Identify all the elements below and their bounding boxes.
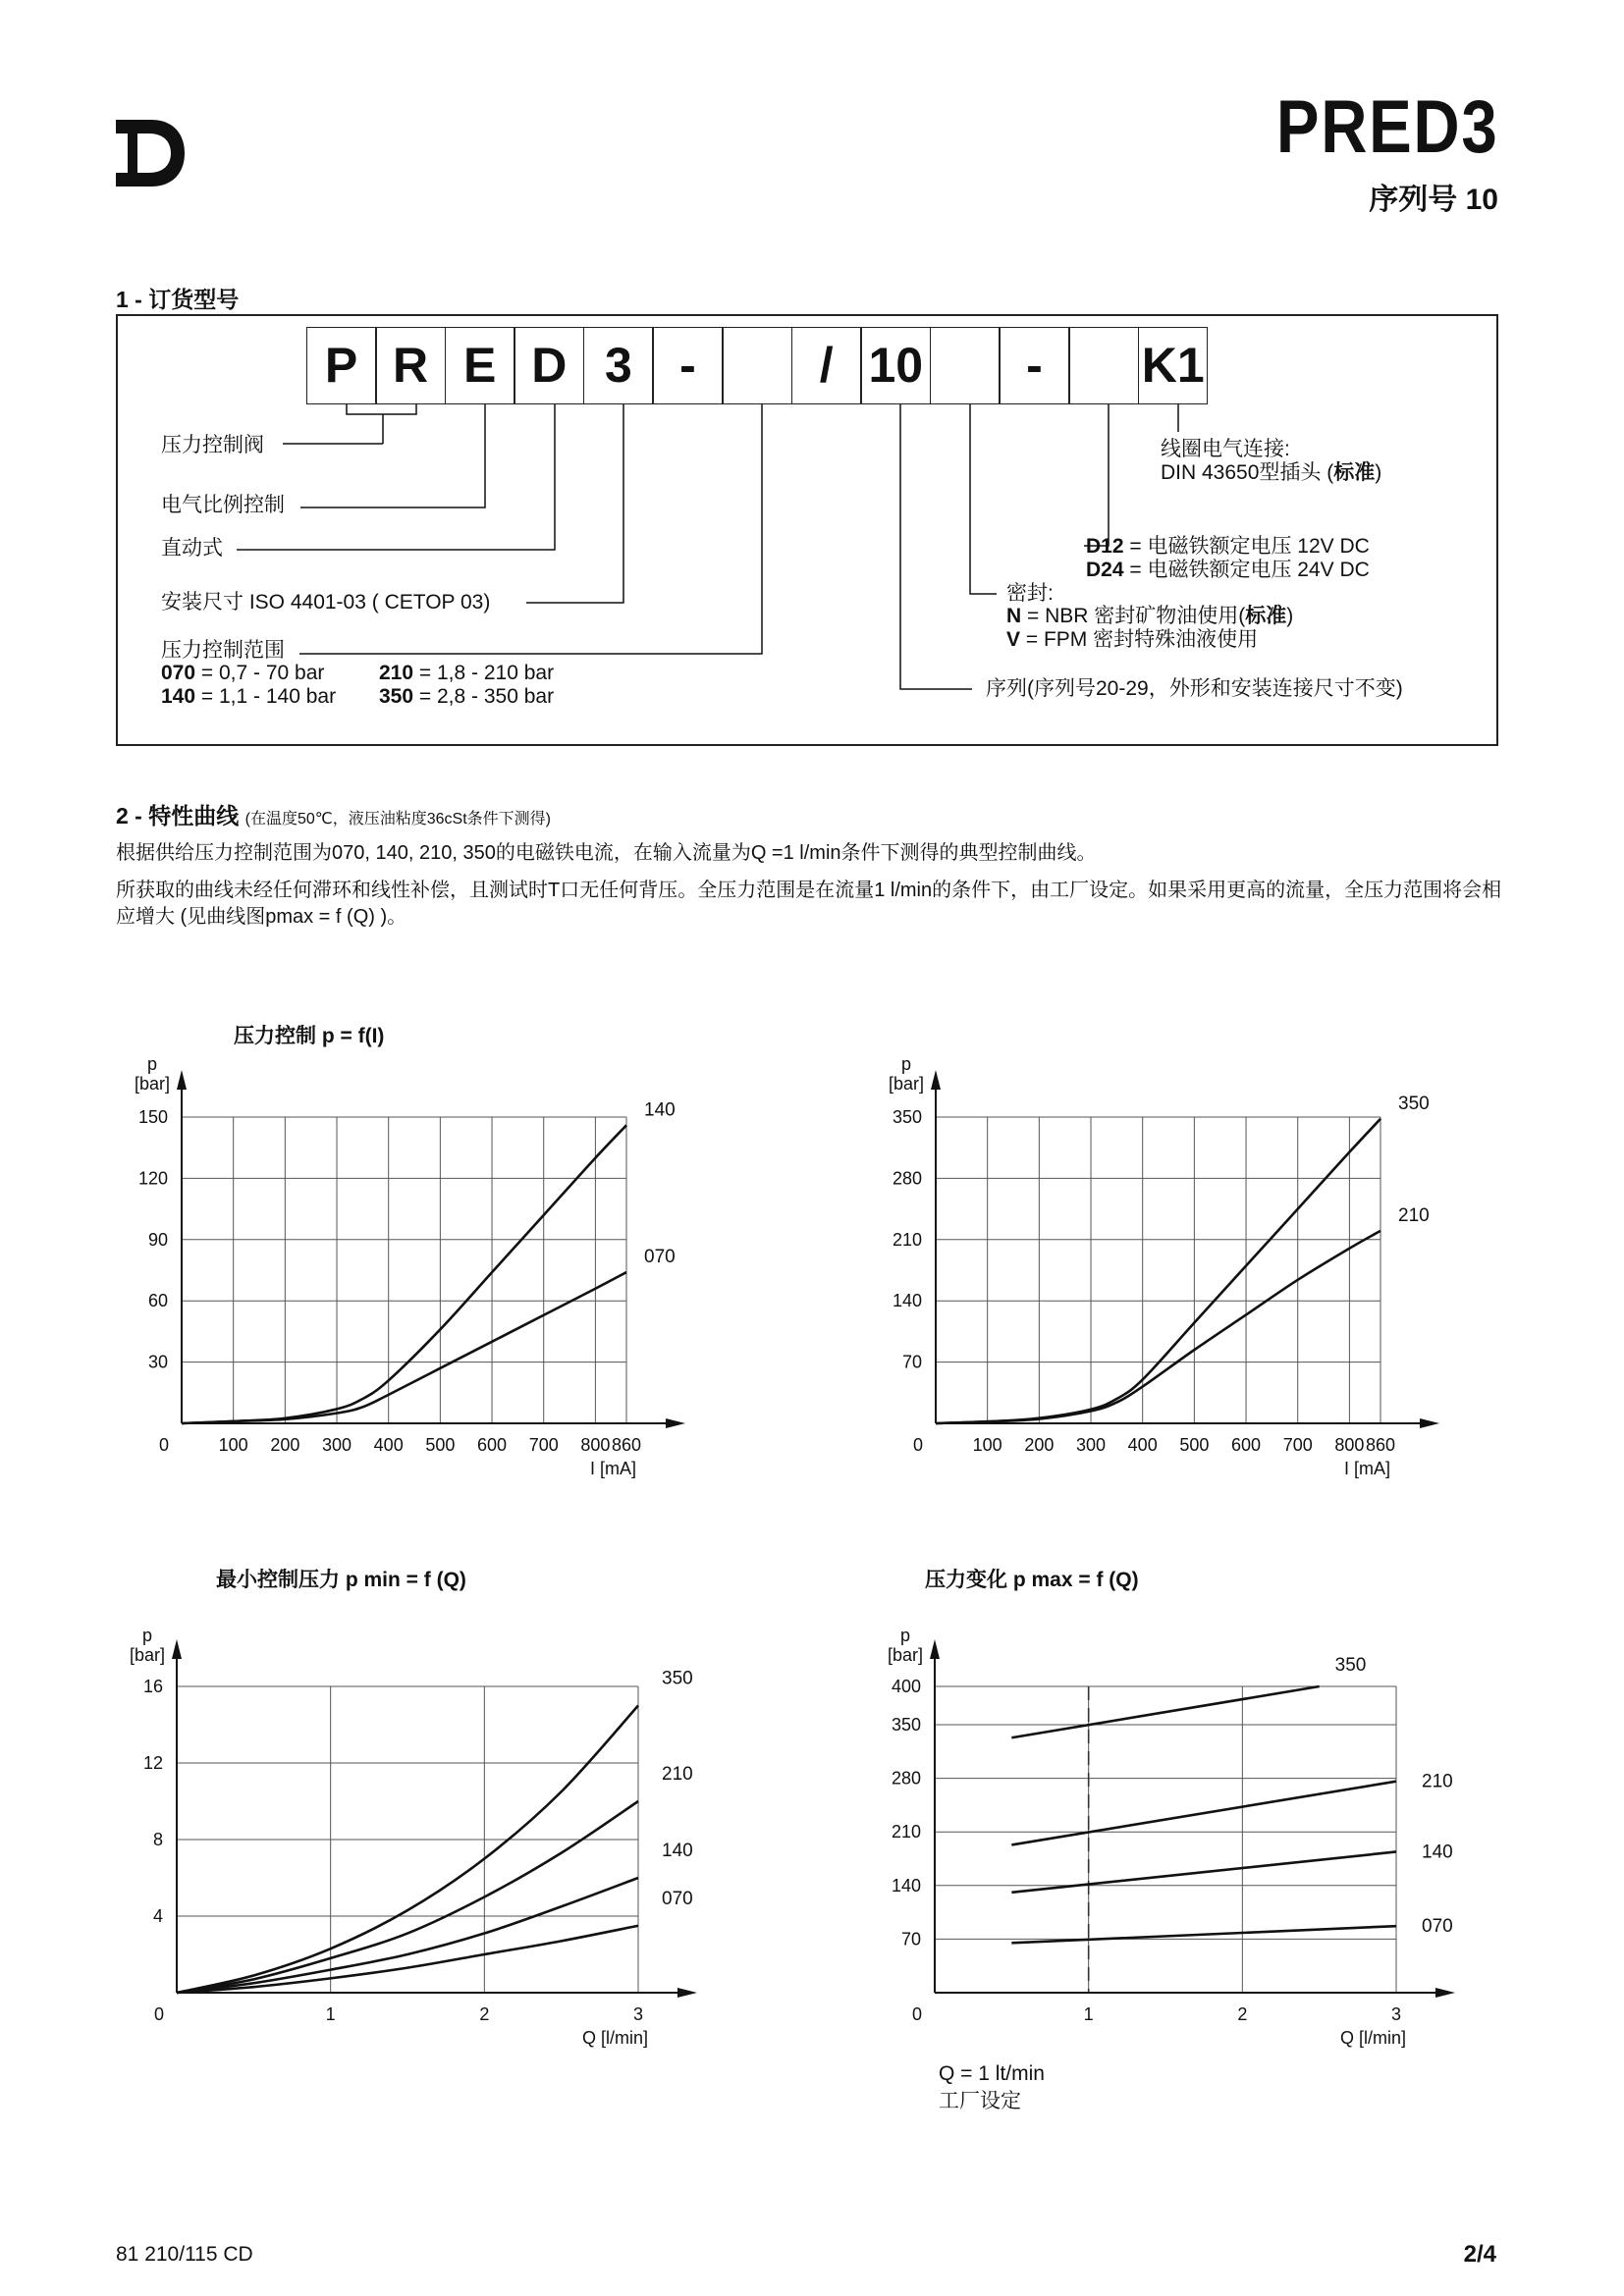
x-tick-label: 500 bbox=[425, 1435, 456, 1455]
series-label-350: 350 bbox=[662, 1668, 693, 1689]
x-tick-label: 400 bbox=[373, 1435, 404, 1455]
y-axis-unit: [bar] bbox=[129, 1645, 166, 1665]
x-axis-arrow bbox=[666, 1418, 685, 1428]
x-tick-label: 800 bbox=[1334, 1435, 1365, 1455]
range-140: 140 = 1,1 - 140 bar bbox=[161, 685, 337, 708]
y-tick-label: 12 bbox=[142, 1753, 163, 1773]
code-cell: 10 bbox=[861, 327, 931, 404]
x-tick-label: 860 bbox=[611, 1435, 642, 1455]
seal-n: N = NBR 密封矿物油使用(标准) bbox=[1006, 605, 1294, 627]
y-tick-label: 120 bbox=[137, 1168, 168, 1189]
series-line-140 bbox=[177, 1878, 638, 1993]
y-tick-label: 8 bbox=[152, 1830, 163, 1849]
chart-4 bbox=[888, 1626, 1455, 2048]
document-number: 81 210/115 CD bbox=[116, 2243, 253, 2266]
label-direct-acting: 直动式 bbox=[161, 537, 223, 560]
code-cell: K1 bbox=[1138, 327, 1208, 404]
y-tick-label: 70 bbox=[901, 1352, 922, 1372]
code-cell: 3 bbox=[583, 327, 653, 404]
code-cell: E bbox=[445, 327, 514, 404]
label-electric-proportional: 电气比例控制 bbox=[161, 494, 285, 516]
x-tick-label: 0 bbox=[912, 1435, 924, 1455]
y-tick-label: 30 bbox=[147, 1352, 168, 1372]
x-axis-label: I [mA] bbox=[1343, 1459, 1390, 1478]
y-axis-unit: [bar] bbox=[887, 1645, 924, 1665]
label-mounting: 安装尺寸 ISO 4401-03 ( CETOP 03) bbox=[161, 591, 491, 614]
code-cell: D bbox=[514, 327, 584, 404]
x-tick-label: 400 bbox=[1127, 1435, 1158, 1455]
chart4-title: 压力变化 p max = f (Q) bbox=[925, 1569, 1139, 1591]
x-tick-label: 700 bbox=[1282, 1435, 1313, 1455]
code-cell: - bbox=[653, 327, 723, 404]
x-tick-label: 700 bbox=[528, 1435, 559, 1455]
y-tick-label: 280 bbox=[892, 1168, 922, 1189]
y-axis-arrow bbox=[930, 1639, 940, 1659]
y-tick-label: 350 bbox=[892, 1107, 922, 1127]
chart-1 bbox=[135, 1054, 685, 1478]
y-axis-unit: [bar] bbox=[888, 1074, 925, 1094]
code-cell: - bbox=[1000, 327, 1069, 404]
x-tick-label: 0 bbox=[158, 1435, 170, 1455]
x-tick-label: 300 bbox=[321, 1435, 352, 1455]
paragraph-2: 所获取的曲线未经任何滞环和线性补偿，且测试时T口无任何背压。全压力范围是在流量1 l/min的条件下，由工厂设定。如果采用更高的流量，全压力范围将会相应增大 (见曲线图pmax = f (Q) )。 bbox=[116, 880, 1502, 928]
x-tick-label: 200 bbox=[270, 1435, 300, 1455]
x-tick-label: 0 bbox=[911, 2004, 923, 2024]
section2-title-note: (在温度50℃，液压油粘度36cSt条件下测得) bbox=[244, 811, 551, 828]
series-label-210: 210 bbox=[662, 1764, 693, 1785]
product-code: PRED3 bbox=[1275, 85, 1498, 169]
x-tick-label: 500 bbox=[1179, 1435, 1210, 1455]
x-tick-label: 860 bbox=[1365, 1435, 1396, 1455]
x-tick-label: 3 bbox=[1390, 2004, 1402, 2024]
x-tick-label: 800 bbox=[580, 1435, 611, 1455]
y-tick-label: 140 bbox=[892, 1291, 922, 1311]
y-tick-label: 90 bbox=[147, 1229, 168, 1250]
series-label-210: 210 bbox=[1422, 1771, 1453, 1792]
label-coil-connection: 线圈电气连接: bbox=[1161, 438, 1290, 460]
code-cell: / bbox=[791, 327, 861, 404]
y-axis-arrow bbox=[172, 1639, 182, 1659]
y-axis-arrow bbox=[931, 1070, 941, 1090]
y-axis-unit: [bar] bbox=[134, 1074, 171, 1094]
series-line-210 bbox=[1011, 1782, 1396, 1845]
paragraph-1: 根据供给压力控制范围为070, 140, 210, 350的电磁铁电流，在输入流量为Q =1 l/min条件下测得的典型控制曲线。 bbox=[116, 842, 1097, 864]
x-tick-label: 1 bbox=[325, 2004, 336, 2024]
x-tick-label: 600 bbox=[1231, 1435, 1262, 1455]
code-cell: P bbox=[306, 327, 376, 404]
y-tick-label: 210 bbox=[891, 1822, 921, 1842]
series-line-070 bbox=[182, 1272, 626, 1423]
x-axis-arrow bbox=[677, 1988, 697, 1998]
x-tick-label: 300 bbox=[1075, 1435, 1107, 1455]
series-label-350: 350 bbox=[1334, 1655, 1367, 1676]
series-line-210 bbox=[177, 1801, 638, 1993]
series-label-140: 140 bbox=[662, 1841, 693, 1861]
range-210: 210 = 1,8 - 210 bar bbox=[379, 662, 555, 684]
series-label-070: 070 bbox=[1422, 1916, 1453, 1938]
y-tick-label: 70 bbox=[900, 1929, 921, 1949]
x-axis-arrow bbox=[1435, 1988, 1455, 1998]
label-series-note: 序列(序列号20-29，外形和安装连接尺寸不变) bbox=[986, 677, 1403, 700]
x-tick-label: 100 bbox=[972, 1435, 1002, 1455]
x-tick-label: 100 bbox=[218, 1435, 248, 1455]
range-350: 350 = 2,8 - 350 bar bbox=[379, 685, 555, 708]
label-seal-title: 密封: bbox=[1006, 582, 1054, 605]
chart4-note-factory: 工厂设定 bbox=[939, 2090, 1021, 2112]
y-tick-label: 4 bbox=[152, 1906, 163, 1926]
y-tick-label: 140 bbox=[891, 1875, 921, 1896]
y-tick-label: 350 bbox=[891, 1715, 921, 1735]
series-label-140: 140 bbox=[1422, 1842, 1453, 1863]
label-range-title: 压力控制范围 bbox=[161, 639, 285, 662]
label-pressure-valve: 压力控制阀 bbox=[161, 434, 264, 456]
code-cell: R bbox=[376, 327, 446, 404]
y-tick-label: 280 bbox=[891, 1768, 921, 1789]
x-axis-label: Q [l/min] bbox=[1339, 2028, 1406, 2048]
series-line-140 bbox=[1011, 1851, 1396, 1892]
chart-3 bbox=[130, 1626, 697, 2048]
range-070: 070 = 0,7 - 70 bar bbox=[161, 662, 325, 684]
seal-v: V = FPM 密封特殊油液使用 bbox=[1006, 628, 1259, 651]
series-label-140: 140 bbox=[644, 1099, 676, 1121]
y-tick-label: 150 bbox=[137, 1107, 168, 1127]
series-label-070: 070 bbox=[662, 1888, 693, 1909]
series-line-070 bbox=[177, 1926, 638, 1993]
series-line-350 bbox=[1011, 1686, 1319, 1737]
series-line-210 bbox=[936, 1231, 1380, 1423]
series-line-140 bbox=[182, 1125, 626, 1423]
x-axis-label: Q [l/min] bbox=[581, 2028, 648, 2048]
chart4-note-flow: Q = 1 lt/min bbox=[939, 2062, 1045, 2085]
x-tick-label: 3 bbox=[632, 2004, 644, 2024]
voltage-d24: D24 = 电磁铁额定电压 24V DC bbox=[1086, 559, 1370, 581]
x-axis-label: I [mA] bbox=[589, 1459, 636, 1478]
y-axis-label: p bbox=[899, 1626, 911, 1645]
y-tick-label: 16 bbox=[142, 1677, 163, 1696]
section1-title: 1 - 订货型号 bbox=[116, 287, 240, 312]
voltage-d12: D12 = 电磁铁额定电压 12V DC bbox=[1086, 535, 1370, 558]
chart-2 bbox=[889, 1054, 1439, 1478]
y-axis-label: p bbox=[146, 1054, 158, 1074]
y-tick-label: 400 bbox=[891, 1677, 921, 1696]
page-number: 2/4 bbox=[1463, 2241, 1496, 2268]
y-axis-label: p bbox=[900, 1054, 912, 1074]
series-label-210: 210 bbox=[1398, 1204, 1430, 1226]
y-tick-label: 210 bbox=[892, 1229, 922, 1250]
series-line-070 bbox=[1011, 1926, 1396, 1943]
y-tick-label: 60 bbox=[147, 1291, 168, 1311]
x-tick-label: 2 bbox=[479, 2004, 490, 2024]
y-axis-label: p bbox=[141, 1626, 153, 1645]
x-tick-label: 200 bbox=[1024, 1435, 1055, 1455]
section2-title: 2 - 特性曲线 (在温度50℃，液压油粘度36cSt条件下测得) bbox=[116, 803, 551, 828]
label-coil-din: DIN 43650型插头 (标准) bbox=[1161, 461, 1382, 484]
x-tick-label: 1 bbox=[1083, 2004, 1094, 2024]
x-tick-label: 2 bbox=[1237, 2004, 1248, 2024]
chart1-title: 压力控制 p = f(I) bbox=[234, 1025, 385, 1047]
y-axis-arrow bbox=[177, 1070, 187, 1090]
series-label-350: 350 bbox=[1398, 1093, 1430, 1114]
x-tick-label: 0 bbox=[153, 2004, 165, 2024]
series-label-070: 070 bbox=[644, 1247, 676, 1268]
chart3-title: 最小控制压力 p min = f (Q) bbox=[216, 1569, 466, 1591]
series-number: 序列号 10 bbox=[1369, 184, 1498, 216]
x-tick-label: 600 bbox=[477, 1435, 508, 1455]
x-axis-arrow bbox=[1420, 1418, 1439, 1428]
